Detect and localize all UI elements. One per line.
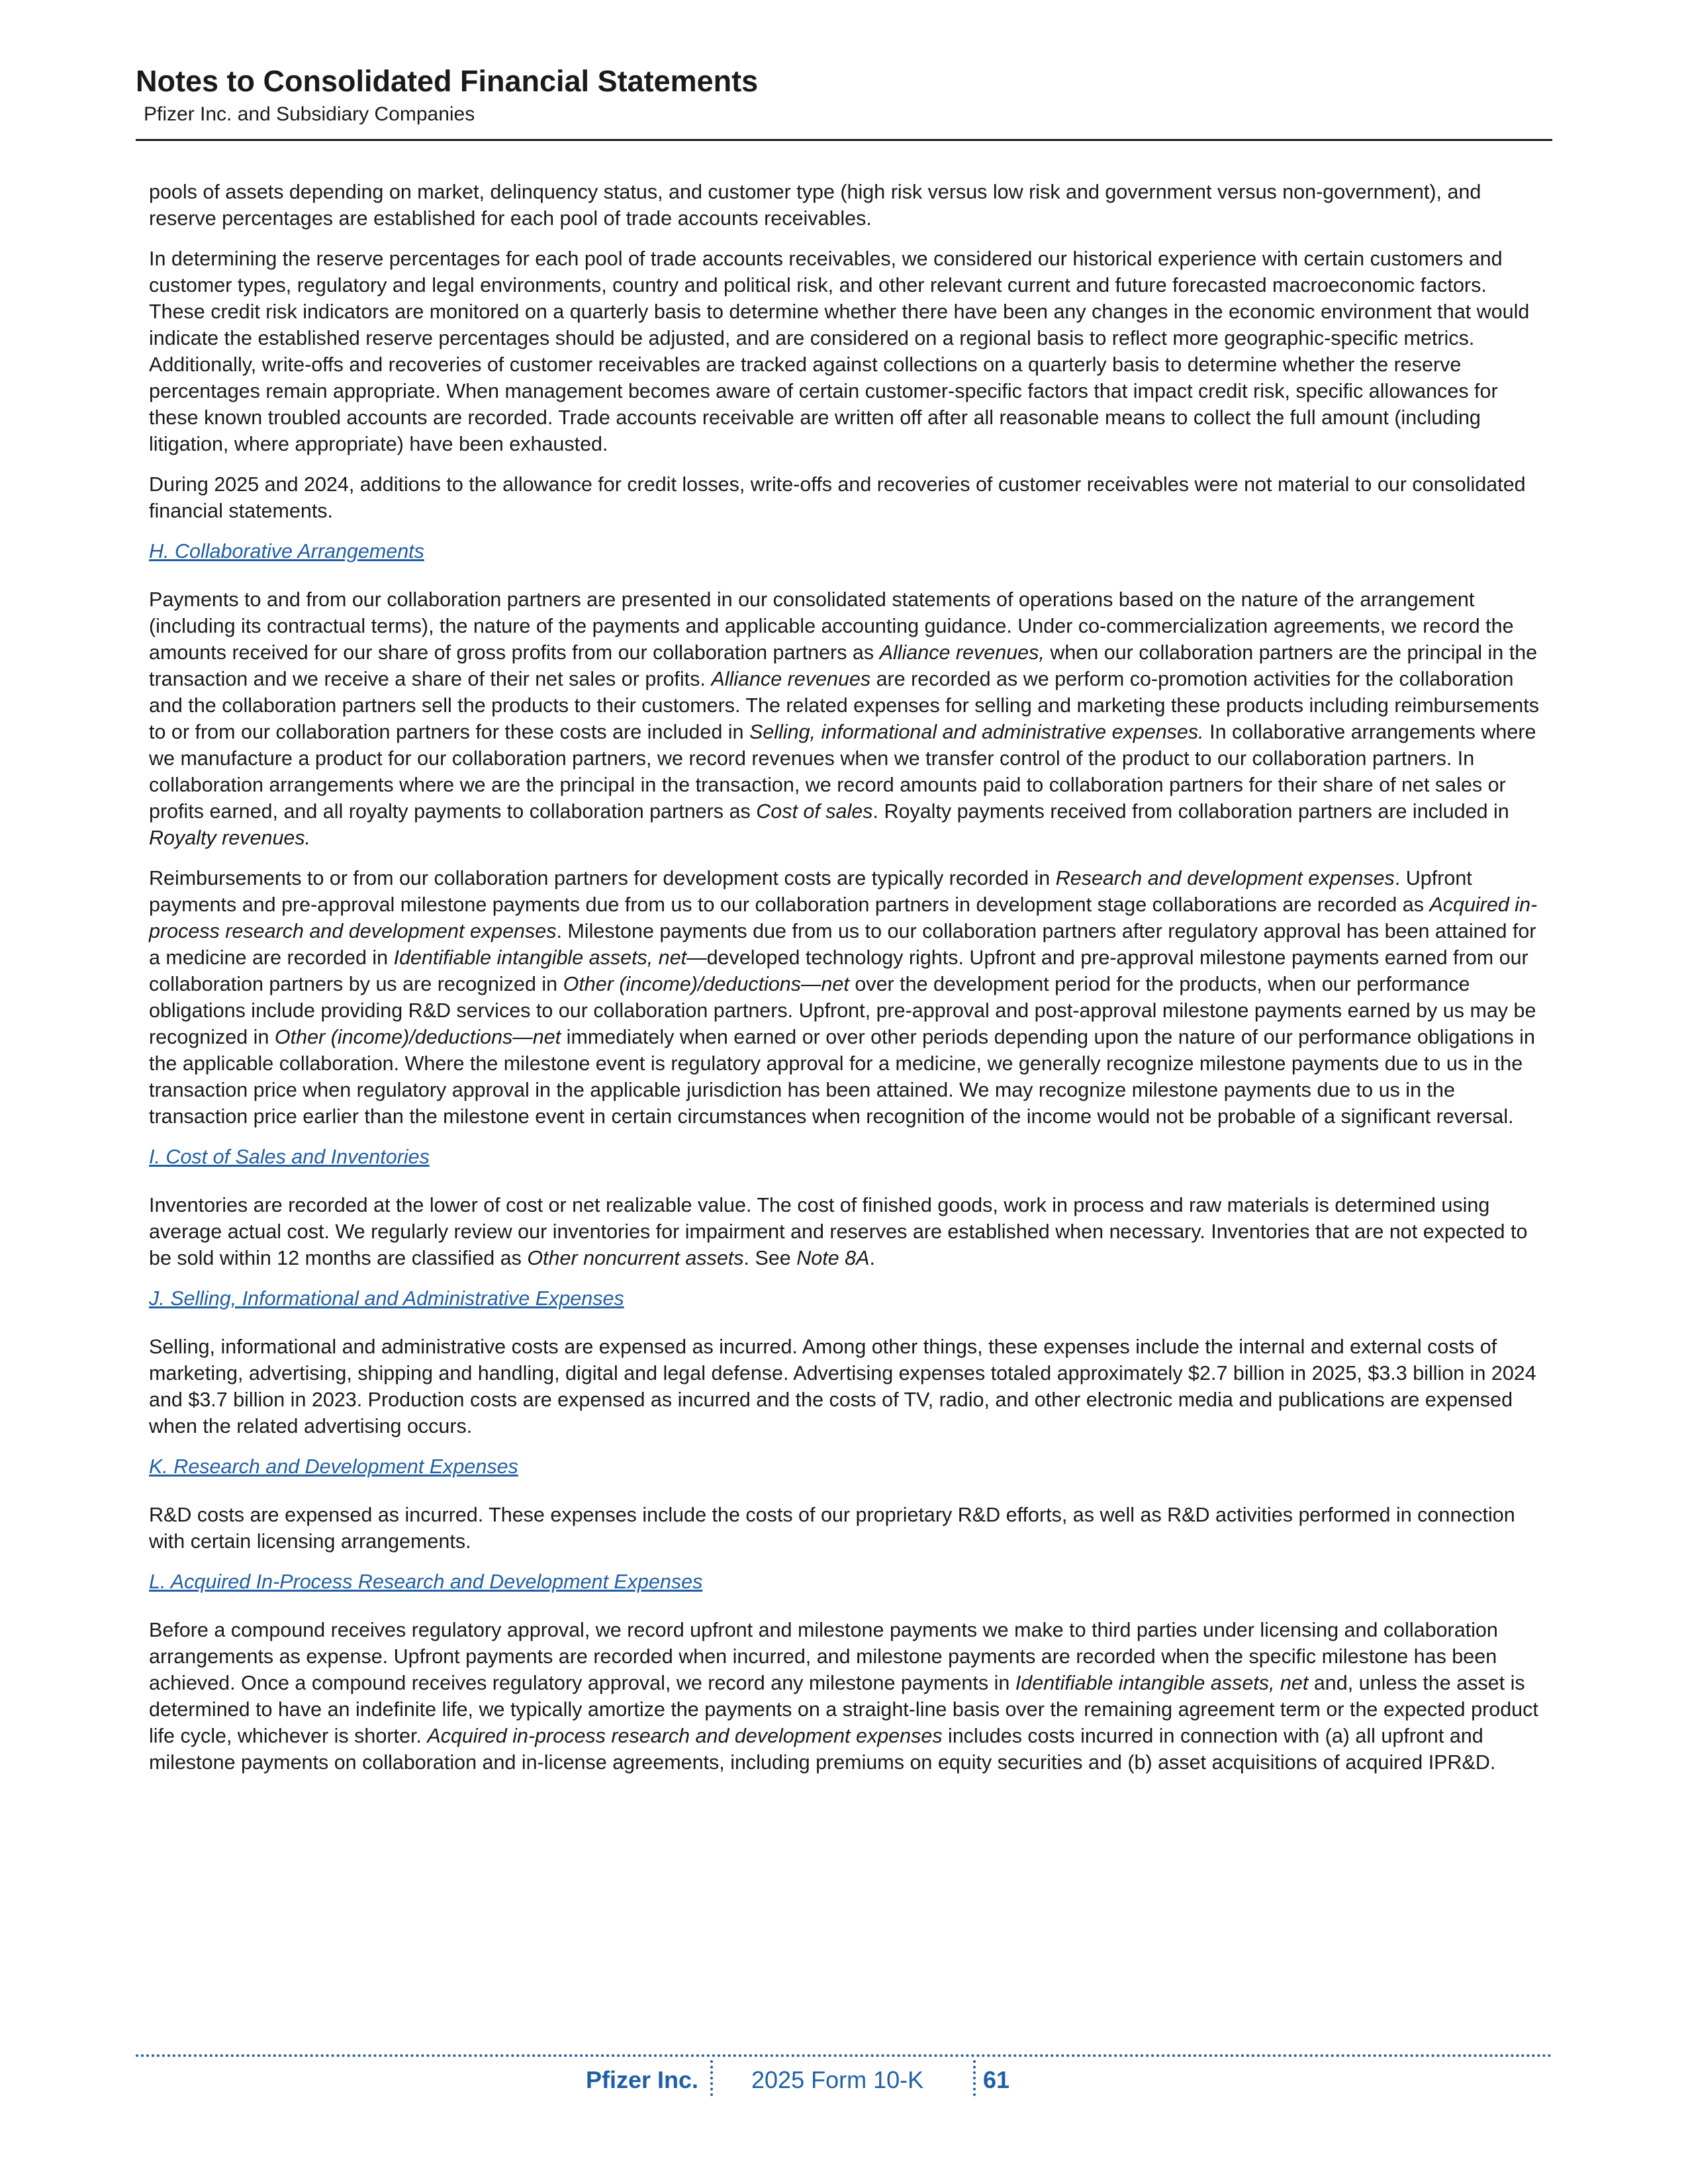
text-run: and, unless the asset is determined to have an indefinite life, we typically amortize the payments on a straight-line basis over the remaining agreement term or the expected product life cycle, whichever is shorter. xyxy=(149,1672,1538,1747)
text-run: when our collaboration partners are the principal in the transaction and we receive a share of their net sales or profits. xyxy=(149,641,1538,690)
italic-term: Selling, informational and administrative expenses. xyxy=(749,721,1204,743)
section-heading-research-development: K. Research and Development Expenses xyxy=(149,1455,518,1478)
footer-company: Pfizer Inc. xyxy=(586,2066,699,2093)
text-run: immediately when earned or over other periods depending upon the nature of our performance obligations in the applicable collaboration. Where the milestone event is regulatory approval for a medicine, we generally recognize milestone payments due to us in the transaction price when regulatory approval in the applicable jurisdiction has been attained. We may recognize milestone payments due to us in the transaction price earlier than the milestone event in certain circumstances when recognition of the income would not be probable of a significant reversal. xyxy=(149,1026,1535,1128)
text-run: . Royalty payments received from collaboration partners are included in xyxy=(872,800,1509,823)
footer-separator xyxy=(973,2060,976,2096)
page-number: 61 xyxy=(983,2066,1010,2093)
paragraph-selling-expenses: Selling, informational and administrative costs are expensed as incurred. Among other things, these expenses include the internal and external costs of marketing, advertising, shipping and handling, digital and legal defense. Advertising expenses totaled approximately $2.7 billion in 2025, $3.3 billion in 2024 and $3.7 billion in 2023. Production costs are expensed as incurred and the costs of TV, radio, and other electronic media and publications are expensed when the related advertising occurs. xyxy=(149,1336,1536,1437)
text-run: . xyxy=(869,1247,875,1269)
text-run: . See xyxy=(743,1247,797,1269)
page-header xyxy=(136,63,1552,128)
footer-form: 2025 Form 10-K xyxy=(751,2066,924,2093)
page-subtitle: Pfizer Inc. and Subsidiary Companies xyxy=(144,103,475,125)
header-divider xyxy=(136,139,1552,141)
text-run: Reimbursements to or from our collaboration partners for development costs are typically recorded in xyxy=(149,867,1056,889)
italic-term: Note 8A xyxy=(796,1247,870,1269)
text-run: . Milestone payments due from us to our collaboration partners after regulatory approval has been attained for a medicine are recorded in xyxy=(149,920,1536,969)
paragraph-research-development: R&D costs are expensed as incurred. These expenses include the costs of our proprietary R&D efforts, as well as R&D activities performed in connection with certain licensing arrangements. xyxy=(149,1504,1515,1553)
text-run: Inventories are recorded at the lower of cost or net realizable value. The cost of finished goods, work in process and raw materials is determined using average actual cost. We regularly review our inventories for impairment and reserves are established when necessary. Inventories that are not expected to be sold within 12 months are classified as xyxy=(149,1194,1528,1269)
paragraph-collaboration-payments xyxy=(149,586,1546,851)
italic-term: Alliance revenues xyxy=(711,668,871,690)
text-run: —developed technology rights. Upfront and pre-approval milestone payments earned from our collaboration partners by us are recognized in xyxy=(149,946,1528,995)
paragraph-pools-of-assets: pools of assets depending on market, delinquency status, and customer type (high risk versus low risk and government versus non-government), and reserve percentages are established for each pool of trade accounts receivables. xyxy=(149,181,1481,230)
text-run: . Upfront payments and pre-approval milestone payments due from us to our collaboration partners in development stage collaborations are recorded as xyxy=(149,867,1472,916)
paragraph-credit-losses-2025-2024: During 2025 and 2024, additions to the allowance for credit losses, write-offs and recoveries of customer receivables were not material to our consolidated financial statements. xyxy=(149,473,1526,522)
italic-term: Identifiable intangible assets, net xyxy=(393,946,687,969)
italic-term: Research and development expenses xyxy=(1055,867,1395,889)
text-run: Before a compound receives regulatory approval, we record upfront and milestone payments we make to third parties under licensing and collaboration arrangements as expense. Upfront payments are recorded when incurred, and milestone payments are recorded when the specific milestone has been achieved. Once a compound receives regulatory approval, we record any milestone payments in xyxy=(149,1619,1498,1694)
italic-term: Royalty revenues. xyxy=(149,827,311,849)
italic-term: Alliance revenues, xyxy=(879,641,1045,664)
text-run: includes costs incurred in connection with (a) all upfront and milestone payments on collaboration and in-license agreements, including premiums on equity securities and (b) asset acquisitions of acquired IPR&D. xyxy=(149,1725,1496,1774)
text-run: Payments to and from our collaboration partners are presented in our consolidated statements of operations based on the nature of the arrangement (including its contractual terms), the nature of the payments and applicable accounting guidance. Under co-commercialization agreements, we record the amounts received for our share of gross profits from our collaboration partners as xyxy=(149,588,1514,664)
footer-divider xyxy=(136,2054,1552,2057)
paragraph-inventories xyxy=(149,1192,1546,1271)
section-heading-selling-expenses: J. Selling, Informational and Administrative Expenses xyxy=(149,1287,624,1310)
footer-separator xyxy=(710,2060,713,2096)
italic-term: Other (income)/deductions—net xyxy=(563,973,849,995)
paragraph-reimbursements-milestones xyxy=(149,865,1546,1130)
page-title: Notes to Consolidated Financial Statements xyxy=(136,64,759,98)
italic-term: Acquired in-process research and development expenses xyxy=(427,1725,943,1747)
page-footer xyxy=(0,2060,1688,2100)
italic-term: Identifiable intangible assets, net xyxy=(1015,1672,1309,1694)
document-body xyxy=(149,179,1546,1790)
section-heading-acquired-ipr-d: L. Acquired In-Process Research and Development Expenses xyxy=(149,1570,703,1593)
text-run: over the development period for the products, when our performance obligations include providing R&D services to our collaboration partners. Upfront, pre-approval and post-approval milestone payments earned by us may be recognized in xyxy=(149,973,1536,1048)
paragraph-acquired-ipr-d xyxy=(149,1617,1546,1776)
italic-term: Other noncurrent assets xyxy=(527,1247,744,1269)
italic-term: Acquired in-process research and development expenses xyxy=(149,893,1538,942)
text-run: are recorded as we perform co-promotion activities for the collaboration and the collaboration partners sell the products to their customers. The related expenses for selling and marketing these products including reimbursements to or from our collaboration partners for these costs are included in xyxy=(149,668,1539,743)
section-heading-cost-of-sales: I. Cost of Sales and Inventories xyxy=(149,1146,430,1168)
text-run: In collaborative arrangements where we manufacture a product for our collaboration partners, we record revenues when we transfer control of the product to our collaboration partners. In collaboration arrangements where we are the principal in the transaction, we record amounts paid to collaboration partners for their share of net sales or profits earned, and all royalty payments to collaboration partners as xyxy=(149,721,1536,823)
paragraph-reserve-percentages: In determining the reserve percentages for each pool of trade accounts receivables, we considered our historical experience with certain customers and customer types, regulatory and legal environments, country and political risk, and other relevant current and future forecasted macroeconomic factors. These credit risk indicators are monitored on a quarterly basis to determine whether there have been any changes in the economic environment that would indicate the established reserve percentages should be adjusted, and are considered on a regional basis to reflect more geographic-specific metrics. Additionally, write-offs and recoveries of customer receivables are tracked against collections on a quarterly basis to determine whether the reserve percentages remain appropriate. When management becomes aware of certain customer-specific factors that impact credit risk, specific allowances for these known troubled accounts are recorded. Trade accounts receivable are written off after all reasonable means to collect the full amount (including litigation, where appropriate) have been exhausted. xyxy=(149,248,1530,455)
italic-term: Other (income)/deductions—net xyxy=(274,1026,561,1048)
italic-term: Cost of sales xyxy=(756,800,873,823)
section-heading-collaborative-arrangements: H. Collaborative Arrangements xyxy=(149,540,424,563)
